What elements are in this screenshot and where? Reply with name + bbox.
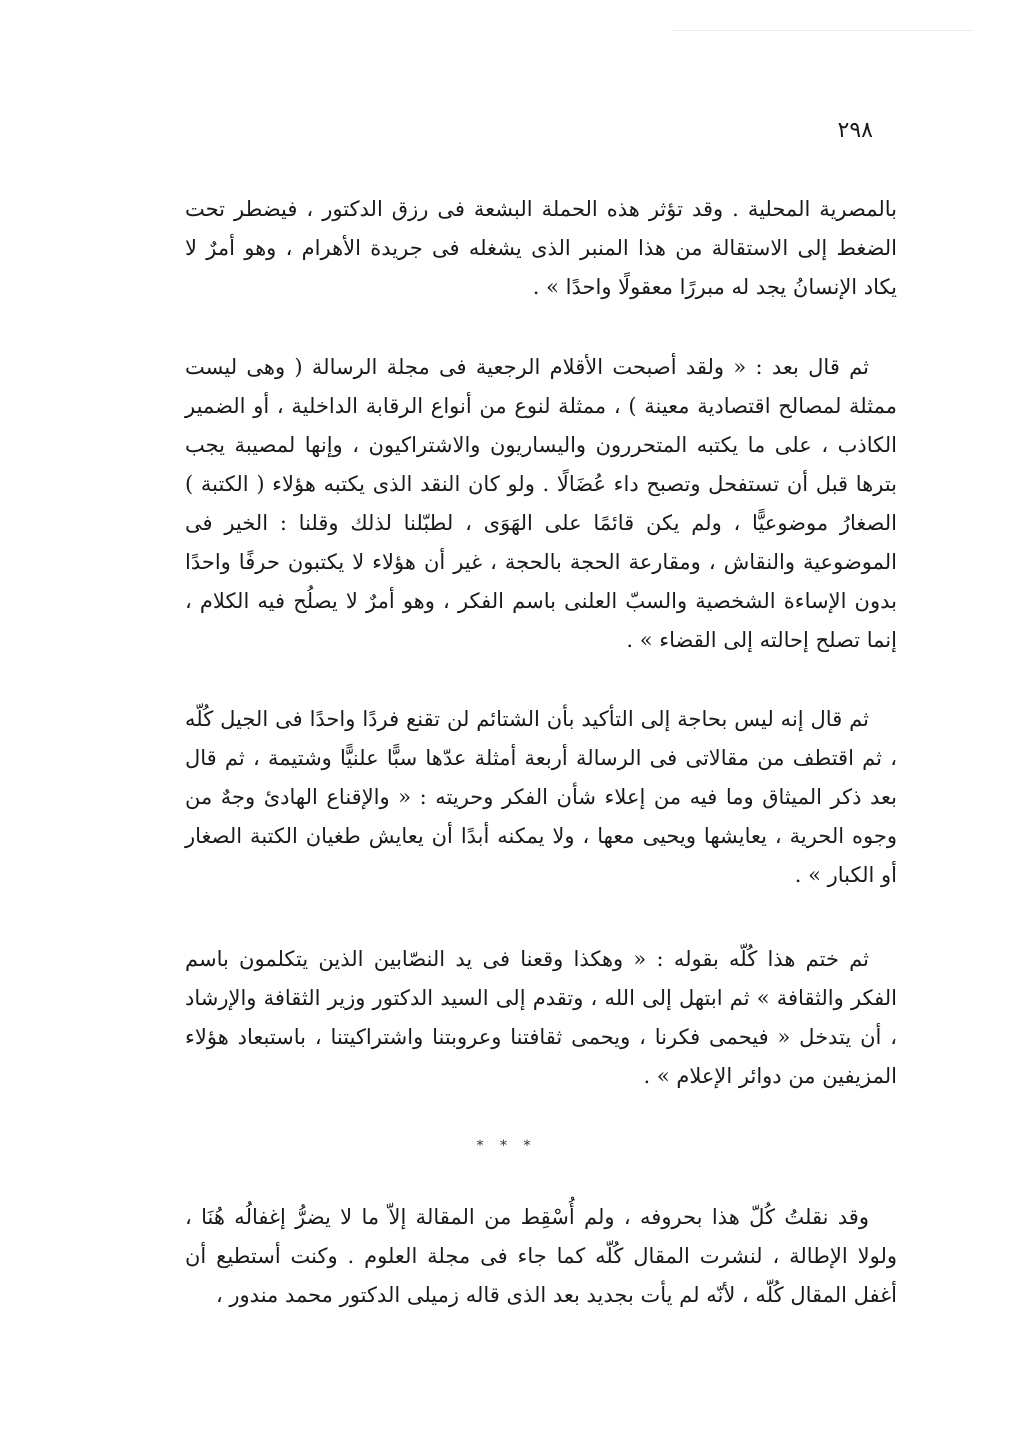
page-number: ٢٩٨: [837, 118, 873, 143]
paragraph-4: [185, 940, 897, 1096]
section-separator: * * *: [476, 1138, 537, 1154]
paragraph-text: بالمصرية المحلية . وقد تؤثر هذه الحملة البشعة فى رزق الدكتور ، فيضطر تحت الضغط إلى الاستقالة من هذا المنبر الذى يشغله فى جريدة الأهرام ، وهو أمرٌ لا يكاد الإنسانُ يجد له مبررًا معقولًا واحدًا » .: [185, 197, 897, 299]
paragraph-2: [185, 348, 897, 660]
paragraph-text: ثم قال إنه ليس بحاجة إلى التأكيد بأن الشتائم لن تقنع فردًا واحدًا فى الجيل كُلّه ، ثم اقتطف من مقالاتى فى الرسالة أربعة أمثلة عدّها سبًّا علنيًّا وشتيمة ، ثم قال بعد ذكر الميثاق وما فيه من إعلاء شأن الفكر وحريته : « والإقناع الهادئ وجهٌ من وجوه الحرية ، يعايشها ويحيى معها ، ولا يمكنه أبدًا أن يعايش طغيان الكتبة الصغار أو الكبار » .: [185, 707, 897, 887]
paragraph-text: وقد نقلتُ كُلّ هذا بحروفه ، ولم أُسْقِط من المقالة إلاّ ما لا يضرُّ إغفالُه هُنَا ، ولولا الإطالة ، لنشرت المقال كُلّه كما جاء فى مجلة العلوم . وكنت أستطيع أن أغفل المقال كُلّه ، لأنّه لم يأت بجديد بعد الذى قاله زميلى الدكتور محمد مندور ،: [185, 1205, 897, 1307]
paragraph-3: [185, 700, 897, 895]
paragraph-5: [185, 1198, 897, 1315]
scan-artifact-line: [673, 30, 973, 31]
paragraph-text: ثم ختم هذا كُلّه بقوله : « وهكذا وقعنا فى يد النصّابين الذين يتكلمون باسم الفكر والثقافة » ثم ابتهل إلى الله ، وتقدم إلى السيد الدكتور وزير الثقافة والإرشاد ، أن يتدخل « فيحمى فكرنا ، ويحمى ثقافتنا وعروبتنا واشتراكيتنا ، باستبعاد هؤلاء المزيفين من دوائر الإعلام » .: [185, 947, 897, 1088]
paragraph-1: [185, 190, 897, 307]
paragraph-text: ثم قال بعد : « ولقد أصبحت الأقلام الرجعية فى مجلة الرسالة ( وهى ليست ممثلة لمصالح اقتصادية معينة ) ، ممثلة لنوع من أنواع الرقابة الداخلية ، أو الضمير الكاذب ، على ما يكتبه المتحررون واليساريون والاشتراكيون ، وإنها لمصيبة يجب بترها قبل أن تستفحل وتصبح داء عُضَالًا . ولو كان النقد الذى يكتبه هؤلاء ( الكتبة ) الصغارُ موضوعيًّا ، ولم يكن قائمًا على الهَوَى ، لطبّلنا لذلك وقلنا : الخير فى الموضوعية والنقاش ، ومقارعة الحجة بالحجة ، غير أن هؤلاء لا يكتبون حرفًا واحدًا بدون الإساءة الشخصية والسبّ العلنى باسم الفكر ، وهو أمرٌ لا يصلُح فيه الكلام ، إنما تصلح إحالته إلى القضاء » .: [185, 355, 897, 652]
